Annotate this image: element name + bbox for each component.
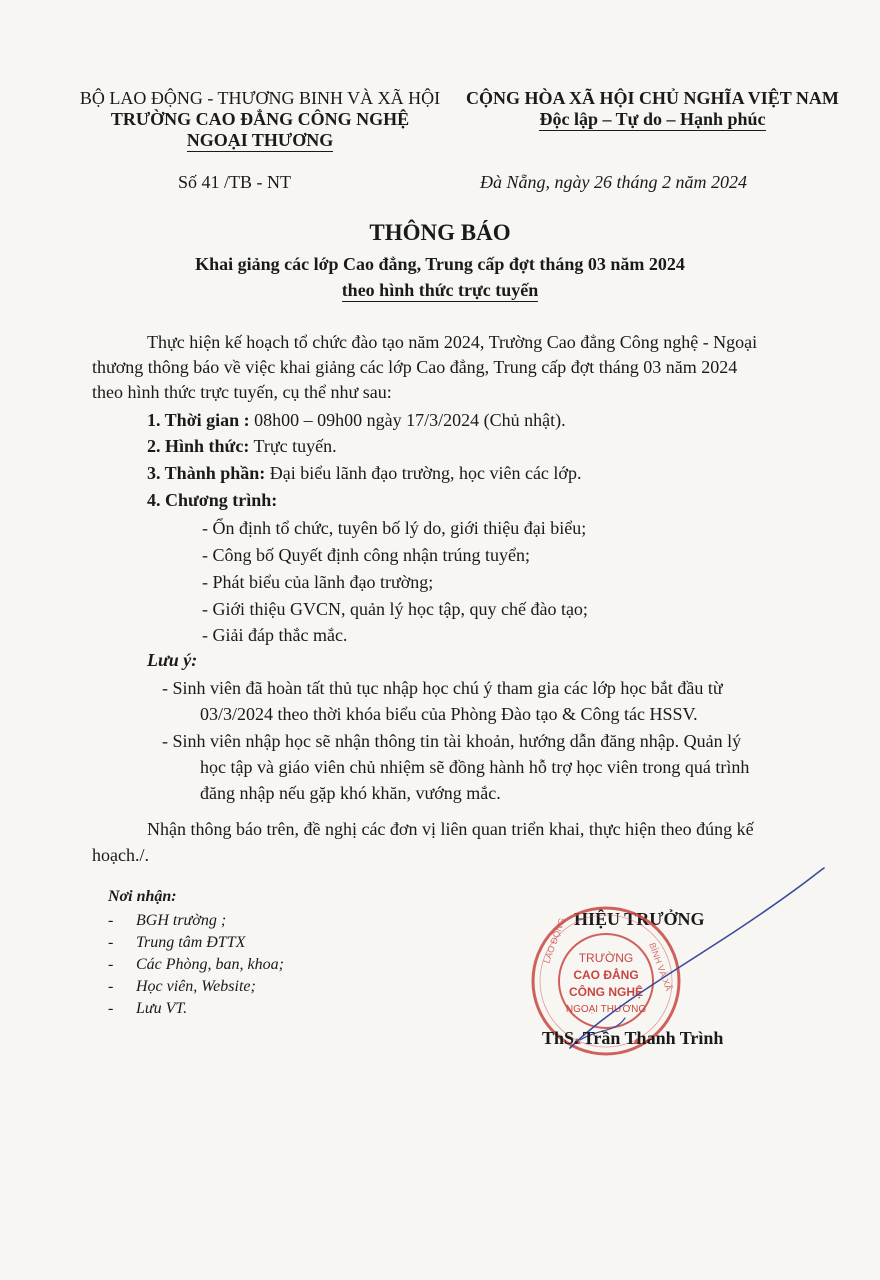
item-time: 1. Thời gian : 08h00 – 09h00 ngày 17/3/2024 (Chủ nhật).: [147, 410, 566, 430]
item-format: 2. Hình thức: Trực tuyến.: [147, 436, 337, 456]
item-participants: 3. Thành phần: Đại biểu lãnh đạo trường, học viên các lớp.: [147, 463, 582, 483]
school-name-line1: TRƯỜNG CAO ĐẲNG CÔNG NGHỆ: [110, 109, 410, 129]
intro-line1: Thực hiện kế hoạch tổ chức đào tạo năm 2024, Trường Cao đẳng Công nghệ - Ngoại: [147, 332, 758, 352]
note2-line2: học tập và giáo viên chủ nhiệm sẽ đồng hành hỗ trợ học viên trong quá trình: [200, 757, 750, 777]
recipient-item: - BGH trường ;: [108, 912, 227, 929]
page-title: THÔNG BÁO: [369, 220, 511, 245]
item-program: 4. Chương trình:: [147, 490, 278, 510]
program-item: - Phát biểu của lãnh đạo trường;: [202, 572, 434, 592]
recipients-label: Nơi nhận:: [108, 888, 177, 905]
svg-text:BÌNH VÀ XÃ: BÌNH VÀ XÃ: [647, 941, 674, 993]
intro-line2: thương thông báo về việc khai giảng các lớp Cao đẳng, Trung cấp đợt tháng 03 năm 2024: [92, 357, 738, 377]
subtitle-line2: theo hình thức trực tuyến: [341, 280, 539, 300]
closing-line1: Nhận thông báo trên, đề nghị các đơn vị liên quan triển khai, thực hiện theo đúng kế: [147, 819, 754, 839]
note-label: Lưu ý:: [147, 650, 198, 670]
note1-line1: - Sinh viên đã hoàn tất thủ tục nhập học chú ý tham gia các lớp học bắt đầu từ: [162, 678, 723, 698]
program-item: - Giới thiệu GVCN, quản lý học tập, quy chế đào tạo;: [202, 599, 588, 619]
note2-line1: - Sinh viên nhập học sẽ nhận thông tin tài khoản, hướng dẫn đăng nhập. Quản lý: [162, 731, 742, 751]
nation-name: CỘNG HÒA XÃ HỘI CHỦ NGHĨA VIỆT NAM: [466, 88, 839, 108]
place-date: Đà Nẵng, ngày 26 tháng 2 năm 2024: [480, 172, 747, 192]
stamp-text-line4: NGOẠI THƯƠNG: [565, 1004, 647, 1015]
nation-motto: Độc lập – Tự do – Hạnh phúc: [539, 109, 766, 129]
recipient-item: - Học viên, Website;: [108, 978, 256, 995]
note2-line3: đăng nhập nếu gặp khó khăn, vướng mắc.: [200, 783, 501, 803]
recipient-item: - Các Phòng, ban, khoa;: [108, 956, 284, 973]
signer-name: ThS. Trần Thanh Trình: [542, 1028, 724, 1048]
subtitle-line1: Khai giảng các lớp Cao đẳng, Trung cấp đợt tháng 03 năm 2024: [195, 254, 685, 274]
signer-position: HIỆU TRƯỞNG: [574, 909, 705, 929]
stamp-text-line2: CAO ĐẲNG: [573, 968, 639, 982]
program-item: - Giải đáp thắc mắc.: [202, 625, 348, 645]
school-name-line2: NGOẠI THƯƠNG: [186, 130, 334, 150]
svg-text:LAO ĐỘNG: LAO ĐỘNG: [541, 916, 568, 965]
program-item: - Ổn định tổ chức, tuyên bố lý do, giới thiệu đại biểu;: [202, 518, 587, 538]
document-number: Số 41 /TB - NT: [178, 172, 292, 192]
stamp-text-line1: TRƯỜNG: [578, 951, 634, 965]
stamp-text-line3: CÔNG NGHỆ: [568, 985, 644, 999]
intro-line3: theo hình thức trực tuyến, cụ thể như sau:: [92, 382, 392, 402]
closing-line2: hoạch./.: [92, 845, 149, 865]
recipient-item: - Lưu VT.: [108, 1000, 188, 1017]
ministry-name: BỘ LAO ĐỘNG - THƯƠNG BINH VÀ XÃ HỘI: [79, 88, 441, 108]
program-item: - Công bố Quyết định công nhận trúng tuyển;: [202, 545, 530, 565]
recipient-item: - Trung tâm ĐTTX: [108, 934, 246, 951]
note1-line2: 03/3/2024 theo thời khóa biểu của Phòng Đào tạo & Công tác HSSV.: [200, 704, 698, 724]
